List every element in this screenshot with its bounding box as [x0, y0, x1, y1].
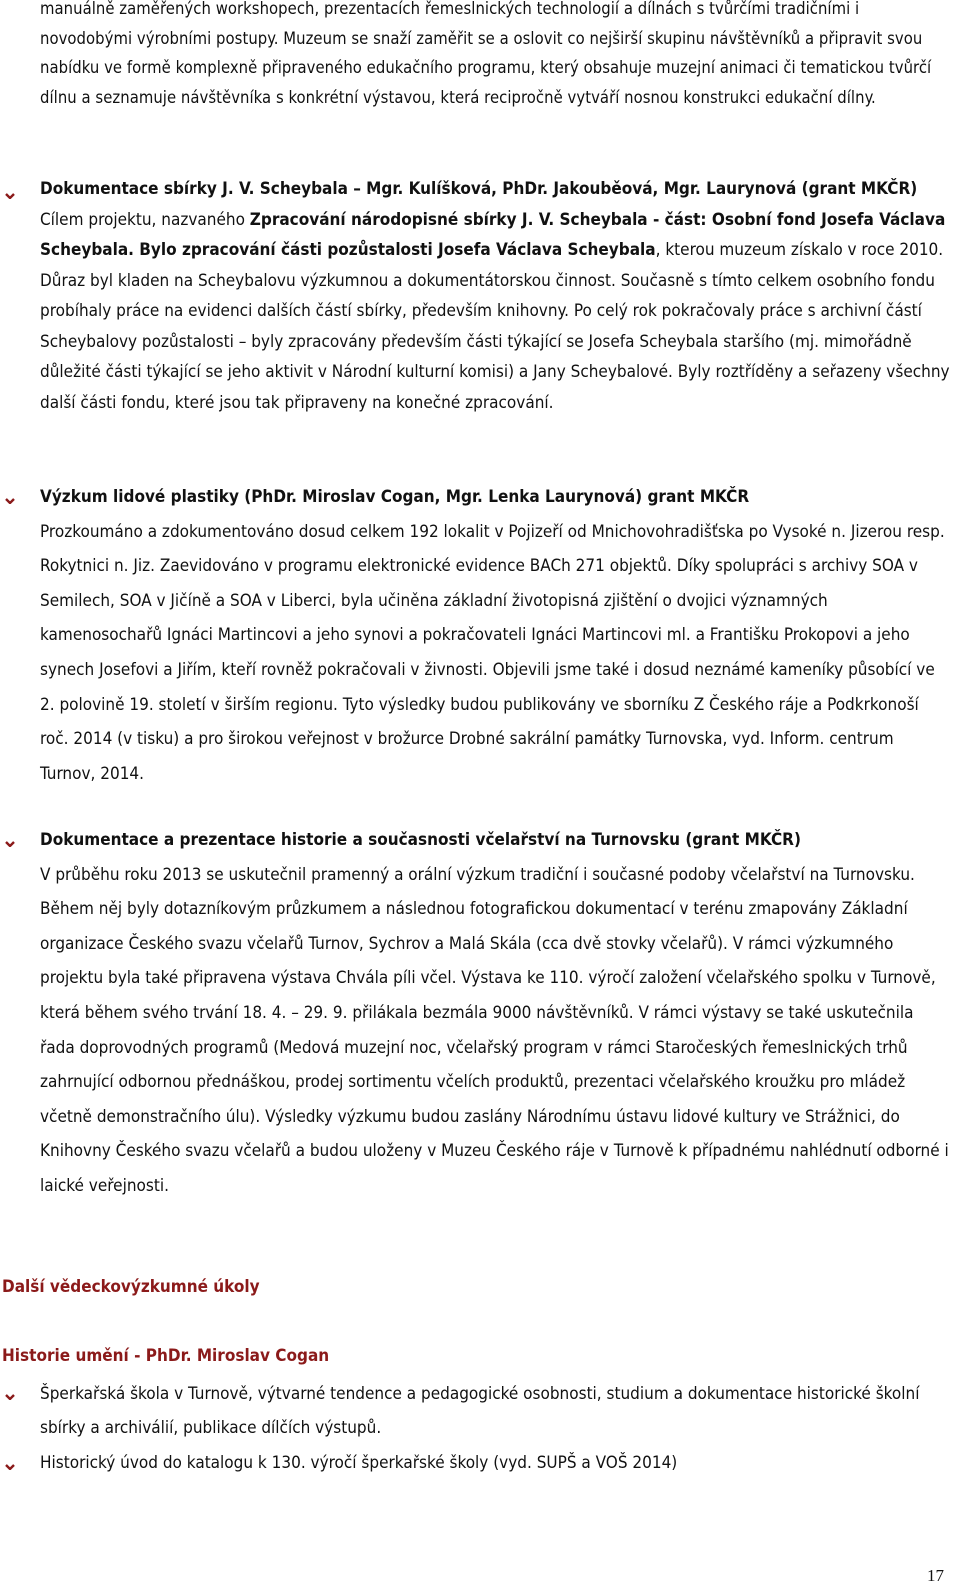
intro-text: manuálně zaměřených workshopech, prezentacích řemeslnických technologií a dílnách s tvůrčími tradičními i novodobými výrobními postupy. Muzeum se snaží zaměřit se a oslovit co nejširší skupinu návštěvníků a připravit svou nabídku ve formě komplexně připraveného edukačního programu, který obsahuje muzejní animaci či tematickou tvůrčí dílnu a seznamuje návštěvníka s konkrétní výstavou, která recipročně vytváří nosnou konstrukci edukační dílny.	[40, 0, 932, 107]
heading-further-tasks: Další vědeckovýzkumné úkoly	[2, 1277, 260, 1297]
section-plastika	[40, 480, 950, 791]
bullet-icon	[4, 835, 16, 847]
section-heading: Dokumentace a prezentace historie a současnosti včelařství na Turnovsku (grant MKČR)	[40, 830, 801, 850]
section-body-rest: , kterou muzeum získalo v roce 2010. Důraz byl kladen na Scheybalovu výzkumnou a dokumentátorskou činnost. Současně s tímto celkem osobního fondu probíhaly práce na evidenci dalších částí sbírky, především knihovny. Po celý rok pokračovaly práce s archivní částí Scheybalovy pozůstalosti – byly zpracovány především části týkající se Josefa Scheybala staršího (mj. mimořádně důležité části týkající se jeho aktivit v Národní kulturní komisi) a Jany Scheybalové. Byly roztříděny a seřazeny všechny další části fondu, které jsou tak připraveny na konečné zpracování.	[40, 240, 950, 413]
section-body: Prozkoumáno a zdokumentováno dosud celkem 192 lokalit v Pojizeří od Mnichovohradišťska po Vysoké n. Jizerou resp. Rokytnici n. Jiz. Zaevidováno v programu elektronické evidence BACh 271 objektů. Díky spolupráci s archivy SOA v Semilech, SOA v Jičíně a SOA v Liberci, byla učiněna základní životopisná zjištění o dvojici významných kamenosochařů Ignáci Martincovi a jeho synovi a pokračovateli Ignáci Martincovi ml. a Františku Prokopovi a jeho synech Josefovi a Jiřím, kteří rovněž pokračovali v živnosti. Objevili jsme také i dosud neznámé kameníky působící ve 2. polovině 19. století v širším regionu. Tyto výsledky budou publikovány ve sborníku Z Českého ráje a Podkrkonoší roč. 2014 (v tisku) a pro širokou veřejnost v brožurce Drobné sakrální památky Turnovska, vyd. Inform. centrum Turnov, 2014.	[40, 521, 945, 784]
page-number: 17	[927, 1566, 944, 1585]
section-body-prefix: Cílem projektu, nazvaného	[40, 209, 250, 230]
list-item: Šperkařská škola v Turnově, výtvarné tendence a pedagogické osobnosti, studium a dokumentace historické školní sbírky a archiválií, publikace dílčích výstupů.	[40, 1384, 920, 1438]
section-body: V průběhu roku 2013 se uskutečnil pramenný a orální výzkum tradiční i současné podoby včelařství na Turnovsku. Během něj byly dotazníkovým průzkumem a následnou fotografickou dokumentací v terénu zmapovány Základní organizace Českého svazu včelařů Turnov, Sychrov a Malá Skála (cca dvě stovky včelařů). V rámci výzkumného projektu byla také připravena výstava Chvála píli včel. Výstava ke 110. výročí založení včelařského spolku v Turnově, která během svého trvání 18. 4. – 29. 9. přilákala bezmála 9000 návštěvníků. V rámci výstavy se také uskutečnila řada doprovodných programů (Medová muzejní noc, včelařský program v rámci Staročeských řemeslnických trhů zahrnující odbornou přednáškou, prodej sortimentu včelích produktů, prezentaci včelařského kroužku pro mládež včetně demonstračního úlu). Výsledky výzkumu budou zaslány Národnímu ústavu lidové kultury ve Strážnici, do Knihovny Českého svazu včelařů a budou uloženy v Muzeu Českého ráje v Turnově k případnému nahlédnutí odborné i laické veřejnosti.	[40, 864, 949, 1196]
list-item: Historický úvod do katalogu k 130. výročí šperkařské školy (vyd. SUPŠ a VOŠ 2014)	[40, 1453, 678, 1473]
section-body-bold: Zpracování národopisné sbírky J. V. Scheybala - část: Osobní fond Josefa Václava Scheybala. Bylo zpracování části pozůstalosti Josefa Václava Scheybala	[40, 209, 946, 260]
bullet-icon	[4, 1458, 16, 1470]
section-body	[40, 205, 950, 419]
bullet-icon	[4, 492, 16, 504]
bullet-icon	[4, 187, 16, 199]
section-vcelarstvi	[40, 823, 950, 1204]
section-heading: Dokumentace sbírky J. V. Scheybala – Mgr. Kulíšková, PhDr. Jakouběová, Mgr. Laurynová (grant MKČR)	[40, 179, 918, 199]
section-heading: Výzkum lidové plastiky (PhDr. Miroslav Cogan, Mgr. Lenka Laurynová) grant MKČR	[40, 487, 750, 507]
section-scheybal	[40, 174, 950, 418]
heading-art-history: Historie umění - PhDr. Miroslav Cogan	[2, 1346, 330, 1366]
intro-paragraph	[40, 0, 950, 112]
bullet-icon	[4, 1388, 16, 1400]
